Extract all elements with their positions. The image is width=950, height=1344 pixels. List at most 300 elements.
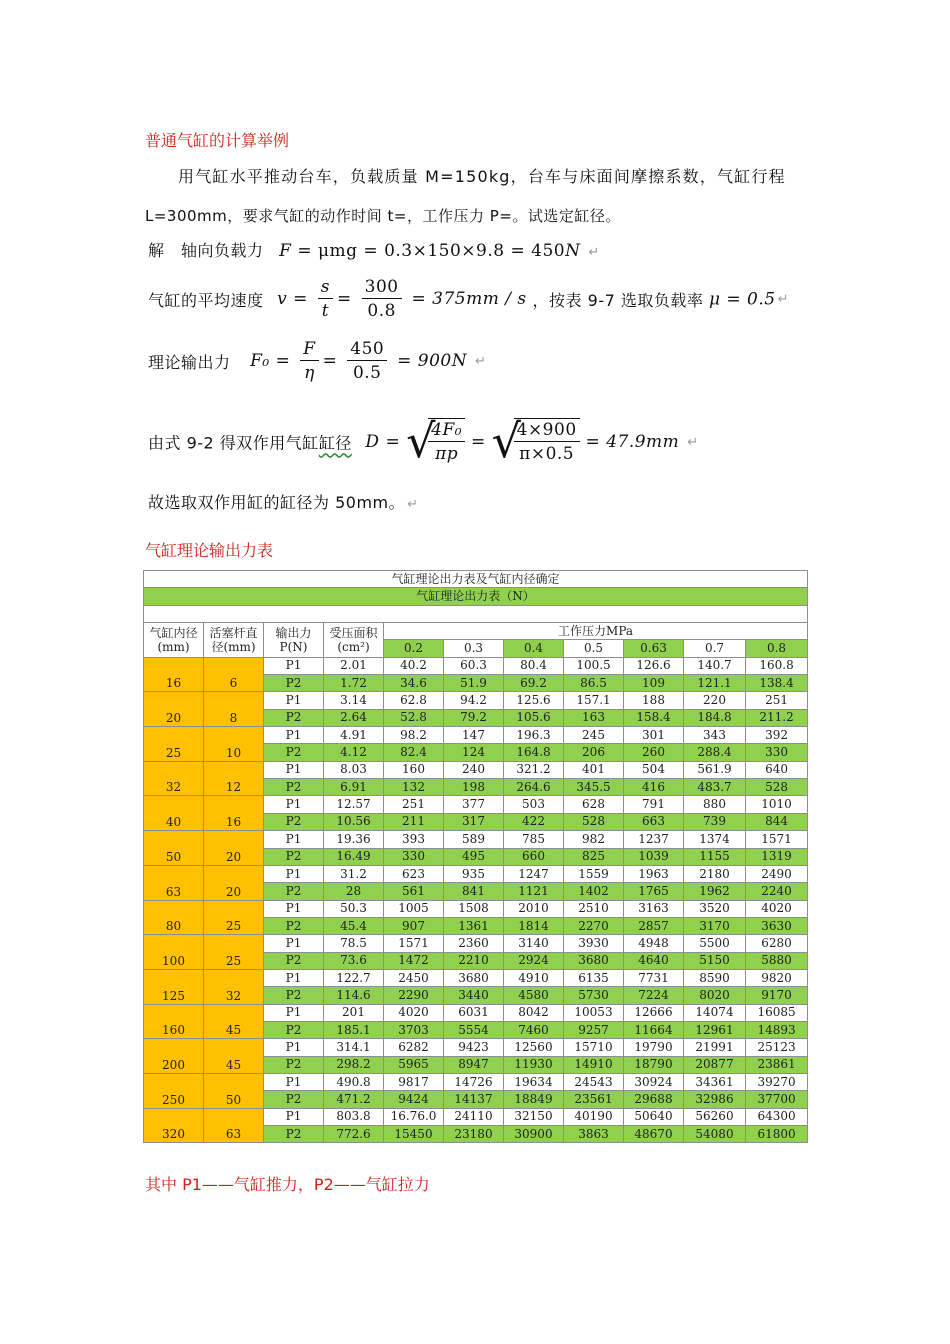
- force-cell: 10053: [564, 1004, 624, 1021]
- output-type-cell: P1: [264, 692, 324, 709]
- force-cell: 220: [684, 692, 746, 709]
- force-cell: 160: [384, 761, 444, 778]
- force-cell: 330: [384, 848, 444, 865]
- rod-cell: 8: [204, 692, 264, 727]
- force-cell: 14137: [444, 1091, 504, 1108]
- solution-step-axial-load: [148, 238, 600, 261]
- force-cell: 561.9: [684, 761, 746, 778]
- area-cell: 201: [324, 1004, 384, 1021]
- force-cell: 495: [444, 848, 504, 865]
- problem-line-1: 用气缸水平推动台车，负载质量 M=150kg，台车与床面间摩擦系数，气缸行程: [178, 167, 786, 186]
- force-cell: 2490: [746, 865, 808, 882]
- output-type-cell: P2: [264, 987, 324, 1004]
- force-cell: 198: [444, 779, 504, 796]
- force-cell: 1472: [384, 952, 444, 969]
- force-cell: 23861: [746, 1056, 808, 1073]
- force-cell: 7224: [624, 987, 684, 1004]
- step2-mu: μ = 0.5: [708, 289, 776, 310]
- bore-cell: 100: [144, 935, 204, 970]
- force-cell: 50640: [624, 1108, 684, 1125]
- table-row: [144, 865, 808, 882]
- force-cell: 5730: [564, 987, 624, 1004]
- pressure-value: 0.7: [684, 640, 746, 657]
- force-cell: 9423: [444, 1039, 504, 1056]
- force-cell: 5150: [684, 952, 746, 969]
- output-type-cell: P1: [264, 900, 324, 917]
- step2-frac-values: $\frac{300}{0.8}$: [362, 276, 402, 323]
- area-cell: 50.3: [324, 900, 384, 917]
- force-cell: 9424: [384, 1091, 444, 1108]
- force-cell: 11930: [504, 1056, 564, 1073]
- force-cell: 504: [624, 761, 684, 778]
- bore-cell: 320: [144, 1108, 204, 1143]
- step2-v-symbol: v: [277, 289, 288, 309]
- force-cell: 1508: [444, 900, 504, 917]
- output-type-cell: P2: [264, 848, 324, 865]
- rod-cell: 20: [204, 865, 264, 900]
- area-cell: 19.36: [324, 831, 384, 848]
- force-cell: 164.8: [504, 744, 564, 761]
- bore-cell: 16: [144, 657, 204, 692]
- header-bore: 气缸内径(mm): [144, 623, 204, 658]
- force-cell: 34361: [684, 1073, 746, 1090]
- force-cell: 422: [504, 813, 564, 830]
- solution-conclusion: 故选取双作用缸的缸径为 50mm。 ↵: [148, 493, 419, 512]
- step3-F0-symbol: F₀: [250, 351, 270, 371]
- force-cell: 56260: [684, 1108, 746, 1125]
- force-cell: 1005: [384, 900, 444, 917]
- force-cell: 100.5: [564, 657, 624, 674]
- force-cell: 8020: [684, 987, 746, 1004]
- force-cell: 628: [564, 796, 624, 813]
- force-cell: 52.8: [384, 709, 444, 726]
- paragraph-mark-icon: ↵: [475, 354, 487, 369]
- pressure-value: 0.4: [504, 640, 564, 657]
- step2-label: 气缸的平均速度: [148, 291, 264, 310]
- force-cell: 16.76.0: [384, 1108, 444, 1125]
- area-cell: 114.6: [324, 987, 384, 1004]
- bore-cell: 63: [144, 865, 204, 900]
- table-subtitle-row: [144, 588, 808, 605]
- bore-cell: 160: [144, 1004, 204, 1039]
- step4-result: = 47.9mm: [585, 431, 680, 452]
- table-row: [144, 900, 808, 917]
- output-type-cell: P2: [264, 779, 324, 796]
- force-cell: 6282: [384, 1039, 444, 1056]
- rod-cell: 6: [204, 657, 264, 692]
- area-cell: 12.57: [324, 796, 384, 813]
- force-cell: 1247: [504, 865, 564, 882]
- force-cell: 132: [384, 779, 444, 796]
- force-cell: 158.4: [624, 709, 684, 726]
- force-cell: 2240: [746, 883, 808, 900]
- table-header-row: [144, 623, 808, 640]
- force-cell: 4640: [624, 952, 684, 969]
- force-cell: 5880: [746, 952, 808, 969]
- bore-cell: 50: [144, 831, 204, 866]
- force-cell: 3630: [746, 917, 808, 934]
- table-row: [144, 692, 808, 709]
- output-type-cell: P2: [264, 952, 324, 969]
- force-cell: 24543: [564, 1073, 624, 1090]
- output-type-cell: P1: [264, 1108, 324, 1125]
- force-cell: 160.8: [746, 657, 808, 674]
- force-cell: 4020: [384, 1004, 444, 1021]
- step4-sqrt-values: √ $\frac{4\times 900}{\pi\times 0.5}$: [492, 418, 580, 466]
- force-cell: 126.6: [624, 657, 684, 674]
- force-cell: 86.5: [564, 675, 624, 692]
- force-cell: 9257: [564, 1021, 624, 1038]
- force-cell: 11664: [624, 1021, 684, 1038]
- step2-after-text: ，按表 9-7 选取负载率: [532, 291, 704, 310]
- force-cell: 4948: [624, 935, 684, 952]
- bore-cell: 200: [144, 1039, 204, 1074]
- force-cell: 3863: [564, 1126, 624, 1143]
- force-cell: 935: [444, 865, 504, 882]
- cylinder-output-force-table: [143, 570, 808, 1143]
- area-cell: 45.4: [324, 917, 384, 934]
- force-cell: 124: [444, 744, 504, 761]
- force-cell: 528: [746, 779, 808, 796]
- force-cell: 14726: [444, 1073, 504, 1090]
- bore-cell: 40: [144, 796, 204, 831]
- output-type-cell: P2: [264, 917, 324, 934]
- force-cell: 589: [444, 831, 504, 848]
- force-cell: 663: [624, 813, 684, 830]
- force-cell: 2270: [564, 917, 624, 934]
- area-cell: 6.91: [324, 779, 384, 796]
- force-cell: 19790: [624, 1039, 684, 1056]
- area-cell: 803.8: [324, 1108, 384, 1125]
- force-cell: 125.6: [504, 692, 564, 709]
- output-type-cell: P1: [264, 865, 324, 882]
- paragraph-mark-icon: ↵: [588, 245, 600, 260]
- step3-result: = 900N: [397, 351, 468, 371]
- force-cell: 37700: [746, 1091, 808, 1108]
- force-cell: 2450: [384, 969, 444, 986]
- bore-cell: 250: [144, 1073, 204, 1108]
- bore-cell: 80: [144, 900, 204, 935]
- force-cell: 3680: [564, 952, 624, 969]
- bore-cell: 125: [144, 969, 204, 1004]
- area-cell: 298.2: [324, 1056, 384, 1073]
- force-cell: 105.6: [504, 709, 564, 726]
- table-subtitle: 气缸理论出力表（N）: [144, 588, 808, 605]
- force-cell: 1559: [564, 865, 624, 882]
- rod-cell: 50: [204, 1073, 264, 1108]
- pressure-value: 0.63: [624, 640, 684, 657]
- force-cell: 98.2: [384, 727, 444, 744]
- table-spacer: [144, 605, 808, 622]
- force-cell: 321.2: [504, 761, 564, 778]
- force-cell: 39270: [746, 1073, 808, 1090]
- solution-step-bore-diameter: 由式 9-2 得双作用气缸缸径 D = √ $\frac{\text{4F₀}}{\pi p}$ = √ $\frac{4\times 900}{\pi\times 0.5}$ = 47.9mm ↵: [148, 414, 699, 468]
- header-rod: 活塞杆直径(mm): [204, 623, 264, 658]
- table-row: [144, 796, 808, 813]
- force-cell: 40190: [564, 1108, 624, 1125]
- force-cell: 343: [684, 727, 746, 744]
- force-cell: 34.6: [384, 675, 444, 692]
- force-cell: 23561: [564, 1091, 624, 1108]
- solution-step-avg-speed: 气缸的平均速度 v = $\frac{s}{t}$ = $\frac{300}{0.8}$ = 375mm / s ，按表 9-7 选取负载率 μ = 0.5 ↵: [148, 277, 789, 321]
- force-cell: 3930: [564, 935, 624, 952]
- step1-equation: = μmg = 0.3×150×9.8 = 450: [297, 241, 566, 261]
- force-cell: 528: [564, 813, 624, 830]
- area-cell: 28: [324, 883, 384, 900]
- force-cell: 264.6: [504, 779, 564, 796]
- bore-cell: 32: [144, 761, 204, 796]
- output-type-cell: P1: [264, 657, 324, 674]
- area-cell: 122.7: [324, 969, 384, 986]
- force-cell: 4910: [504, 969, 564, 986]
- force-cell: 3163: [624, 900, 684, 917]
- force-cell: 79.2: [444, 709, 504, 726]
- force-cell: 6280: [746, 935, 808, 952]
- force-cell: 982: [564, 831, 624, 848]
- force-cell: 14910: [564, 1056, 624, 1073]
- section-heading-calc-example: 普通气缸的计算举例: [145, 131, 290, 150]
- output-type-cell: P2: [264, 1126, 324, 1143]
- force-cell: 20877: [684, 1056, 746, 1073]
- force-cell: 251: [384, 796, 444, 813]
- force-cell: 121.1: [684, 675, 746, 692]
- force-cell: 140.7: [684, 657, 746, 674]
- table-row: [144, 727, 808, 744]
- output-type-cell: P2: [264, 1056, 324, 1073]
- force-cell: 61800: [746, 1126, 808, 1143]
- area-cell: 4.12: [324, 744, 384, 761]
- force-cell: 9817: [384, 1073, 444, 1090]
- force-cell: 2360: [444, 935, 504, 952]
- table-row: [144, 761, 808, 778]
- force-cell: 791: [624, 796, 684, 813]
- force-cell: 21991: [684, 1039, 746, 1056]
- force-cell: 561: [384, 883, 444, 900]
- force-cell: 330: [746, 744, 808, 761]
- output-type-cell: P1: [264, 969, 324, 986]
- area-cell: 490.8: [324, 1073, 384, 1090]
- step3-frac-symbolic: $\frac{F}{\eta}$: [300, 338, 318, 385]
- force-cell: 3680: [444, 969, 504, 986]
- force-cell: 94.2: [444, 692, 504, 709]
- force-cell: 245: [564, 727, 624, 744]
- force-cell: 6135: [564, 969, 624, 986]
- force-cell: 82.4: [384, 744, 444, 761]
- force-cell: 4580: [504, 987, 564, 1004]
- force-cell: 1237: [624, 831, 684, 848]
- area-cell: 3.14: [324, 692, 384, 709]
- step2-result: = 375mm / s: [411, 289, 527, 309]
- force-cell: 1765: [624, 883, 684, 900]
- table-row: [144, 1039, 808, 1056]
- force-cell: 147: [444, 727, 504, 744]
- area-cell: 2.64: [324, 709, 384, 726]
- output-type-cell: P1: [264, 1039, 324, 1056]
- force-cell: 2290: [384, 987, 444, 1004]
- table-row: [144, 935, 808, 952]
- table-footnote: 其中 P1——气缸推力，P2——气缸拉力: [145, 1175, 430, 1194]
- area-cell: 8.03: [324, 761, 384, 778]
- paragraph-mark-icon: ↵: [777, 292, 789, 307]
- output-type-cell: P2: [264, 1091, 324, 1108]
- output-type-cell: P2: [264, 744, 324, 761]
- force-cell: 1121: [504, 883, 564, 900]
- force-cell: 2010: [504, 900, 564, 917]
- force-cell: 739: [684, 813, 746, 830]
- force-cell: 345.5: [564, 779, 624, 796]
- table-title-row: [144, 571, 808, 588]
- force-cell: 392: [746, 727, 808, 744]
- step1-label: 解 轴向负载力: [148, 241, 264, 260]
- step3-label: 理论输出力: [148, 353, 231, 372]
- step1-unit: N: [565, 241, 581, 261]
- force-cell: 184.8: [684, 709, 746, 726]
- force-cell: 1402: [564, 883, 624, 900]
- force-cell: 483.7: [684, 779, 746, 796]
- force-cell: 163: [564, 709, 624, 726]
- force-cell: 240: [444, 761, 504, 778]
- force-cell: 3140: [504, 935, 564, 952]
- bore-cell: 20: [144, 692, 204, 727]
- force-cell: 32986: [684, 1091, 746, 1108]
- force-cell: 660: [504, 848, 564, 865]
- force-cell: 3440: [444, 987, 504, 1004]
- force-cell: 9170: [746, 987, 808, 1004]
- force-cell: 23180: [444, 1126, 504, 1143]
- force-cell: 2210: [444, 952, 504, 969]
- force-cell: 317: [444, 813, 504, 830]
- force-cell: 2180: [684, 865, 746, 882]
- table-row: [144, 831, 808, 848]
- force-cell: 12961: [684, 1021, 746, 1038]
- area-cell: 471.2: [324, 1091, 384, 1108]
- force-cell: 14893: [746, 1021, 808, 1038]
- pressure-value: 0.5: [564, 640, 624, 657]
- force-cell: 51.9: [444, 675, 504, 692]
- force-cell: 80.4: [504, 657, 564, 674]
- output-type-cell: P1: [264, 796, 324, 813]
- force-cell: 12666: [624, 1004, 684, 1021]
- rod-cell: 25: [204, 900, 264, 935]
- force-cell: 5965: [384, 1056, 444, 1073]
- step2-frac-symbolic: $\frac{s}{t}$: [318, 276, 333, 323]
- output-type-cell: P2: [264, 709, 324, 726]
- force-cell: 1814: [504, 917, 564, 934]
- force-cell: 1319: [746, 848, 808, 865]
- force-cell: 109: [624, 675, 684, 692]
- force-cell: 29688: [624, 1091, 684, 1108]
- force-cell: 7731: [624, 969, 684, 986]
- step1-force-symbol: F: [279, 241, 292, 261]
- force-cell: 5500: [684, 935, 746, 952]
- force-cell: 841: [444, 883, 504, 900]
- force-cell: 3520: [684, 900, 746, 917]
- solution-step-theoretical-output: 理论输出力 F₀ = $\frac{F}{\eta}$ = $\frac{450}{0.5}$ = 900N ↵: [148, 339, 487, 383]
- force-cell: 1571: [384, 935, 444, 952]
- force-cell: 25123: [746, 1039, 808, 1056]
- force-cell: 1962: [684, 883, 746, 900]
- rod-cell: 20: [204, 831, 264, 866]
- area-cell: 31.2: [324, 865, 384, 882]
- table-row: [144, 657, 808, 674]
- pressure-value: 0.3: [444, 640, 504, 657]
- output-type-cell: P1: [264, 727, 324, 744]
- force-cell: 19634: [504, 1073, 564, 1090]
- table-spacer-row: [144, 605, 808, 622]
- table-row: [144, 1073, 808, 1090]
- output-type-cell: P1: [264, 761, 324, 778]
- force-cell: 301: [624, 727, 684, 744]
- force-cell: 880: [684, 796, 746, 813]
- area-cell: 73.6: [324, 952, 384, 969]
- force-cell: 377: [444, 796, 504, 813]
- output-type-cell: P1: [264, 1073, 324, 1090]
- force-cell: 32150: [504, 1108, 564, 1125]
- force-cell: 138.4: [746, 675, 808, 692]
- output-type-cell: P1: [264, 831, 324, 848]
- area-cell: 10.56: [324, 813, 384, 830]
- rod-cell: 12: [204, 761, 264, 796]
- force-cell: 188: [624, 692, 684, 709]
- force-cell: 1155: [684, 848, 746, 865]
- area-cell: 1.72: [324, 675, 384, 692]
- force-cell: 30900: [504, 1126, 564, 1143]
- bore-cell: 25: [144, 727, 204, 762]
- force-cell: 6031: [444, 1004, 504, 1021]
- force-cell: 2924: [504, 952, 564, 969]
- rod-cell: 45: [204, 1004, 264, 1039]
- force-cell: 640: [746, 761, 808, 778]
- rod-cell: 25: [204, 935, 264, 970]
- force-cell: 211.2: [746, 709, 808, 726]
- force-cell: 48670: [624, 1126, 684, 1143]
- force-cell: 16085: [746, 1004, 808, 1021]
- force-cell: 14074: [684, 1004, 746, 1021]
- force-cell: 2857: [624, 917, 684, 934]
- force-cell: 8590: [684, 969, 746, 986]
- force-cell: 62.8: [384, 692, 444, 709]
- force-cell: 15710: [564, 1039, 624, 1056]
- force-cell: 157.1: [564, 692, 624, 709]
- area-cell: 4.91: [324, 727, 384, 744]
- output-type-cell: P2: [264, 813, 324, 830]
- force-cell: 1361: [444, 917, 504, 934]
- step4-label: 由式 9-2 得双作用气缸缸径: [148, 433, 352, 453]
- table-title: 气缸理论出力表及气缸内径确定: [144, 571, 808, 588]
- pressure-value: 0.2: [384, 640, 444, 657]
- force-cell: 8042: [504, 1004, 564, 1021]
- force-cell: 30924: [624, 1073, 684, 1090]
- force-cell: 18790: [624, 1056, 684, 1073]
- header-pressure: 工作压力MPa: [384, 623, 808, 640]
- force-cell: 15450: [384, 1126, 444, 1143]
- area-cell: 772.6: [324, 1126, 384, 1143]
- force-cell: 4020: [746, 900, 808, 917]
- force-cell: 503: [504, 796, 564, 813]
- force-cell: 416: [624, 779, 684, 796]
- area-cell: 2.01: [324, 657, 384, 674]
- paragraph-mark-icon: ↵: [407, 497, 419, 512]
- step4-sqrt-symbolic: √ $\frac{\text{4F₀}}{\pi p}$: [406, 418, 465, 466]
- force-cell: 3170: [684, 917, 746, 934]
- header-area: 受压面积(cm²): [324, 623, 384, 658]
- force-cell: 1010: [746, 796, 808, 813]
- rod-cell: 63: [204, 1108, 264, 1143]
- step4-D-symbol: D: [365, 431, 380, 452]
- force-cell: 401: [564, 761, 624, 778]
- problem-line-2: L=300mm，要求气缸的动作时间 t=，工作压力 P=。试选定缸径。: [145, 207, 621, 225]
- force-cell: 40.2: [384, 657, 444, 674]
